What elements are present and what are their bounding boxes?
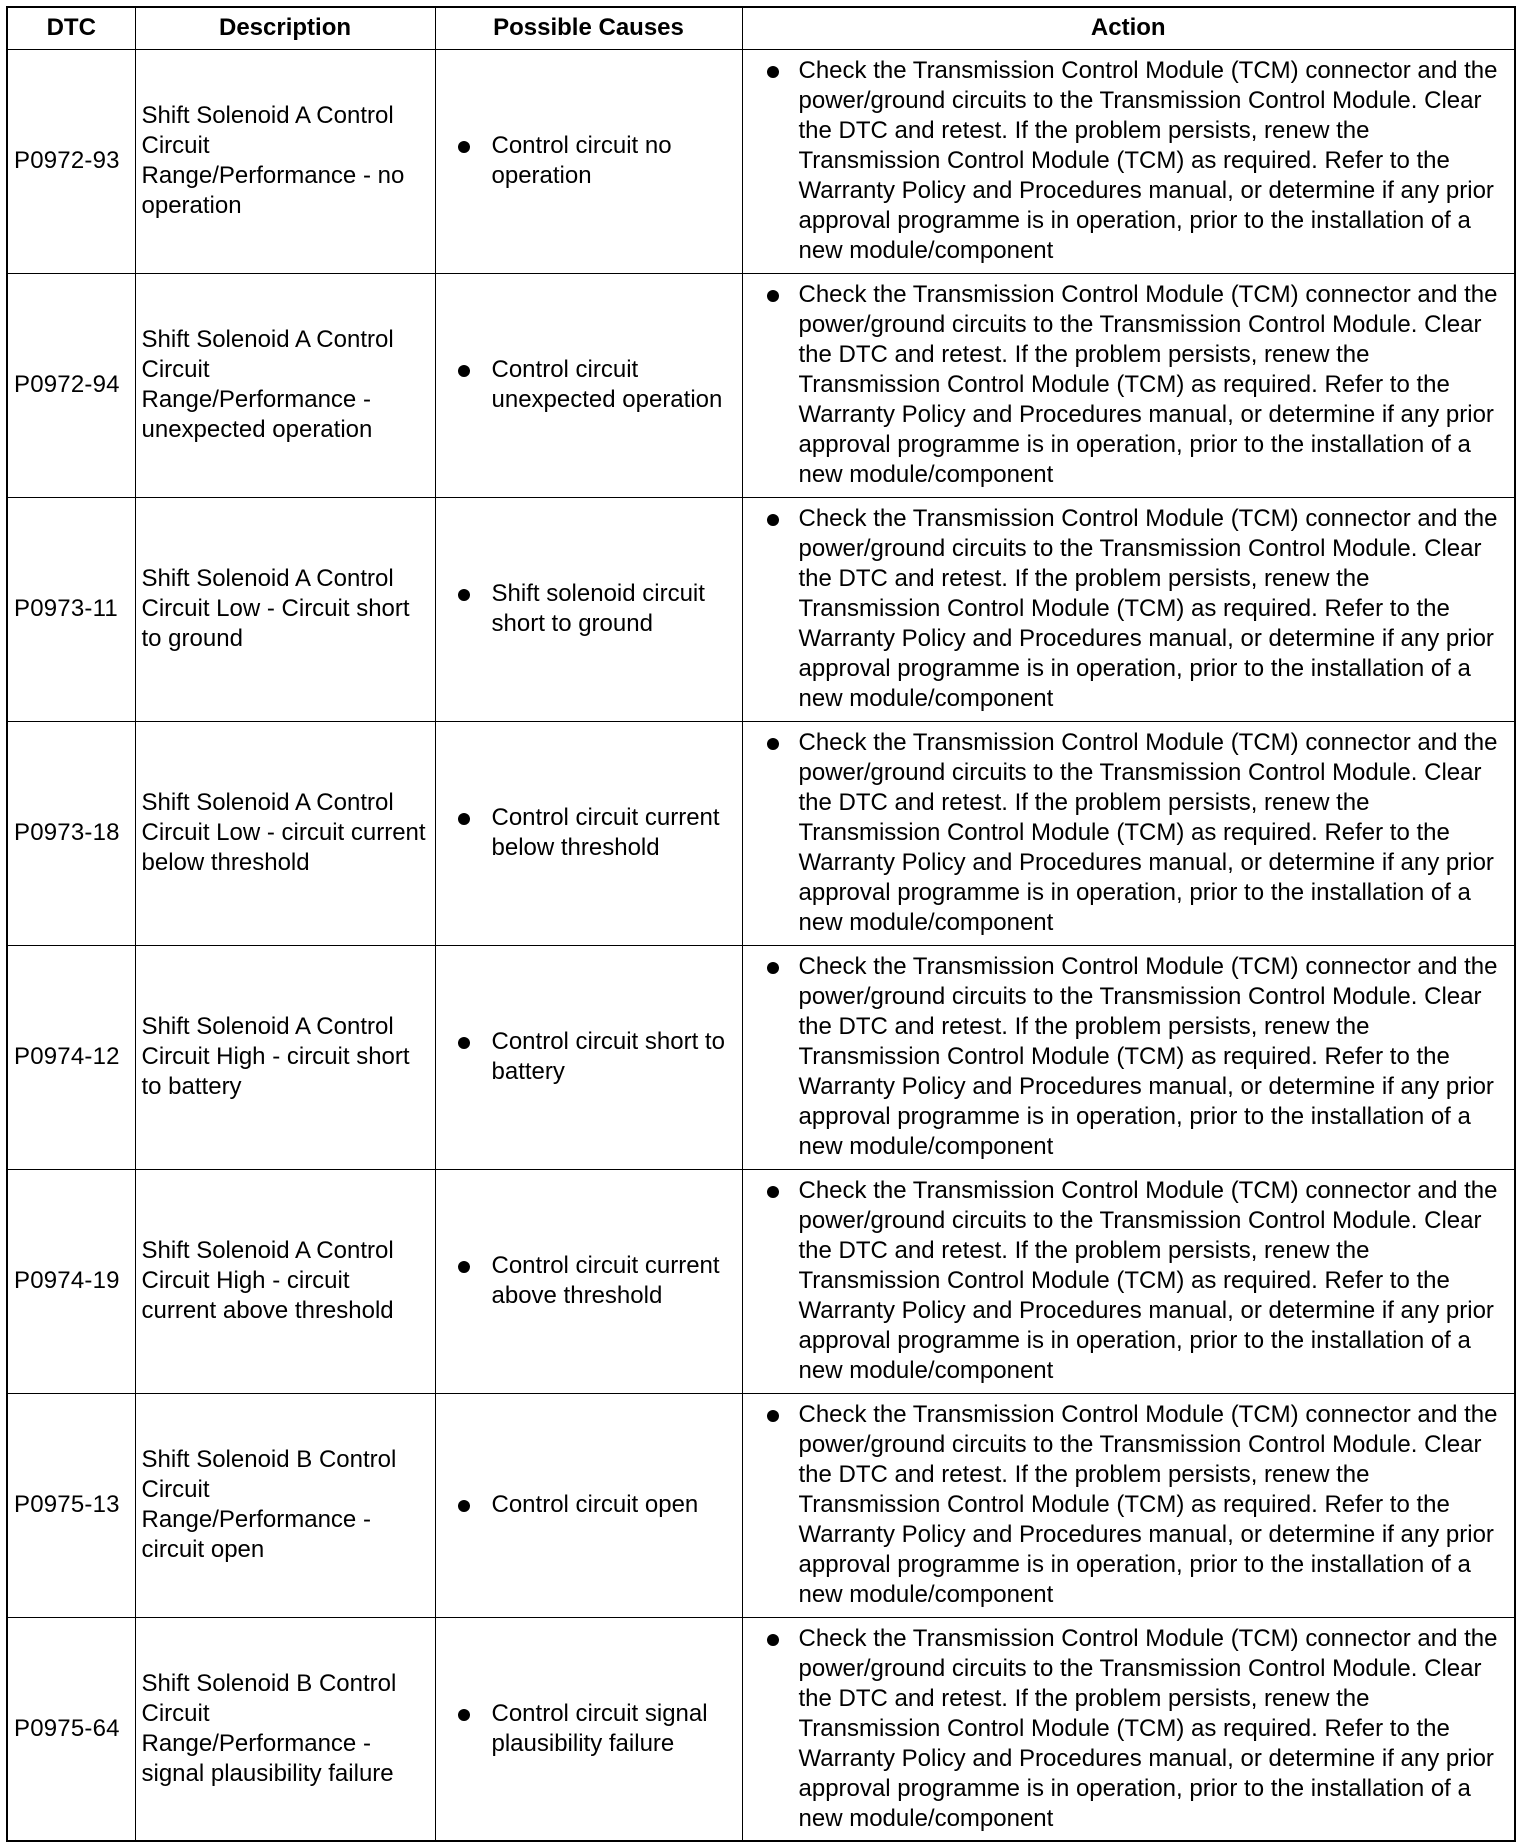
action-text: Check the Transmission Control Module (TCM) connector and the power/ground circuits to the Transmission Control Module. Clear the DTC and retest. If the problem persists, renew the Transmission Control Module (TCM) as required. Refer to the Warranty Policy and Procedures manual, or determine if any prior approval programme is in operation, prior to the installation of a new module/component (798, 1177, 1498, 1384)
header-description: Description (135, 7, 435, 49)
bullet-icon (458, 1037, 470, 1049)
action (742, 721, 1515, 945)
bullet-icon (767, 962, 779, 974)
dtc-code: P0972-94 (7, 273, 135, 497)
cause-text: Control circuit current above threshold (491, 1252, 720, 1309)
action-text: Check the Transmission Control Module (TCM) connector and the power/ground circuits to the Transmission Control Module. Clear the DTC and retest. If the problem persists, renew the Transmission Control Module (TCM) as required. Refer to the Warranty Policy and Procedures manual, or determine if any prior approval programme is in operation, prior to the installation of a new module/component (798, 57, 1498, 264)
bullet-icon (458, 1709, 470, 1721)
cause-text: Control circuit unexpected operation (491, 356, 723, 413)
bullet-icon (767, 1634, 779, 1646)
cause-text: Shift solenoid circuit short to ground (491, 580, 705, 637)
action-bullet-item (767, 56, 1507, 266)
possible-cause (435, 1393, 742, 1617)
dtc-code: P0974-12 (7, 945, 135, 1169)
table-row (7, 945, 1515, 1169)
dtc-description: Shift Solenoid A Control Circuit Range/Performance - unexpected operation (135, 273, 435, 497)
bullet-icon (767, 1186, 779, 1198)
dtc-description: Shift Solenoid A Control Circuit Range/Performance - no operation (135, 49, 435, 273)
action (742, 49, 1515, 273)
table-row (7, 273, 1515, 497)
action-bullet-item (767, 1176, 1507, 1386)
possible-cause (435, 1617, 742, 1841)
cause-bullet-item (458, 579, 734, 639)
action (742, 945, 1515, 1169)
header-dtc: DTC (7, 7, 135, 49)
table-header-row (7, 7, 1515, 49)
cause-text: Control circuit current below threshold (491, 804, 720, 861)
possible-cause (435, 1169, 742, 1393)
dtc-description: Shift Solenoid B Control Circuit Range/Performance - circuit open (135, 1393, 435, 1617)
action (742, 1617, 1515, 1841)
table-row (7, 1169, 1515, 1393)
action-text: Check the Transmission Control Module (TCM) connector and the power/ground circuits to the Transmission Control Module. Clear the DTC and retest. If the problem persists, renew the Transmission Control Module (TCM) as required. Refer to the Warranty Policy and Procedures manual, or determine if any prior approval programme is in operation, prior to the installation of a new module/component (798, 953, 1498, 1160)
cause-bullet-item (458, 1699, 734, 1759)
action-text: Check the Transmission Control Module (TCM) connector and the power/ground circuits to the Transmission Control Module. Clear the DTC and retest. If the problem persists, renew the Transmission Control Module (TCM) as required. Refer to the Warranty Policy and Procedures manual, or determine if any prior approval programme is in operation, prior to the installation of a new module/component (798, 281, 1498, 488)
possible-cause (435, 49, 742, 273)
cause-bullet-item (458, 131, 734, 191)
dtc-description: Shift Solenoid A Control Circuit Low - circuit current below threshold (135, 721, 435, 945)
cause-text: Control circuit open (491, 1491, 699, 1518)
bullet-icon (767, 738, 779, 750)
dtc-code: P0972-93 (7, 49, 135, 273)
action-bullet-item (767, 1400, 1507, 1610)
cause-bullet-item (458, 1490, 734, 1520)
possible-cause (435, 273, 742, 497)
bullet-icon (458, 1500, 470, 1512)
dtc-table (6, 6, 1516, 1842)
action (742, 1393, 1515, 1617)
header-possible-causes: Possible Causes (435, 7, 742, 49)
possible-cause (435, 945, 742, 1169)
bullet-icon (767, 66, 779, 78)
action-text: Check the Transmission Control Module (TCM) connector and the power/ground circuits to the Transmission Control Module. Clear the DTC and retest. If the problem persists, renew the Transmission Control Module (TCM) as required. Refer to the Warranty Policy and Procedures manual, or determine if any prior approval programme is in operation, prior to the installation of a new module/component (798, 505, 1498, 712)
dtc-description: Shift Solenoid A Control Circuit High - circuit short to battery (135, 945, 435, 1169)
dtc-description: Shift Solenoid A Control Circuit High - circuit current above threshold (135, 1169, 435, 1393)
bullet-icon (458, 813, 470, 825)
table-row (7, 721, 1515, 945)
bullet-icon (458, 1261, 470, 1273)
bullet-icon (767, 1410, 779, 1422)
dtc-code: P0975-13 (7, 1393, 135, 1617)
header-action: Action (742, 7, 1515, 49)
bullet-icon (458, 141, 470, 153)
dtc-code: P0975-64 (7, 1617, 135, 1841)
cause-bullet-item (458, 1027, 734, 1087)
action-bullet-item (767, 952, 1507, 1162)
dtc-code: P0974-19 (7, 1169, 135, 1393)
bullet-icon (458, 365, 470, 377)
dtc-code: P0973-18 (7, 721, 135, 945)
action-text: Check the Transmission Control Module (TCM) connector and the power/ground circuits to the Transmission Control Module. Clear the DTC and retest. If the problem persists, renew the Transmission Control Module (TCM) as required. Refer to the Warranty Policy and Procedures manual, or determine if any prior approval programme is in operation, prior to the installation of a new module/component (798, 1624, 1498, 1832)
cause-bullet-item (458, 1251, 734, 1311)
cause-bullet-item (458, 355, 734, 415)
action-text: Check the Transmission Control Module (TCM) connector and the power/ground circuits to the Transmission Control Module. Clear the DTC and retest. If the problem persists, renew the Transmission Control Module (TCM) as required. Refer to the Warranty Policy and Procedures manual, or determine if any prior approval programme is in operation, prior to the installation of a new module/component (798, 1401, 1498, 1608)
bullet-icon (458, 589, 470, 601)
action (742, 497, 1515, 721)
action-bullet-item (767, 280, 1507, 490)
table-row (7, 497, 1515, 721)
action-bullet-item (767, 504, 1507, 714)
action-bullet-item (767, 728, 1507, 938)
dtc-description: Shift Solenoid A Control Circuit Low - Circuit short to ground (135, 497, 435, 721)
table-row (7, 1617, 1515, 1841)
cause-text: Control circuit signal plausibility failure (491, 1699, 708, 1757)
bullet-icon (767, 514, 779, 526)
bullet-icon (767, 290, 779, 302)
cause-text: Control circuit short to battery (491, 1028, 725, 1085)
cause-bullet-item (458, 803, 734, 863)
action-text: Check the Transmission Control Module (TCM) connector and the power/ground circuits to the Transmission Control Module. Clear the DTC and retest. If the problem persists, renew the Transmission Control Module (TCM) as required. Refer to the Warranty Policy and Procedures manual, or determine if any prior approval programme is in operation, prior to the installation of a new module/component (798, 729, 1498, 936)
cause-text: Control circuit no operation (491, 132, 672, 189)
possible-cause (435, 721, 742, 945)
table-row (7, 1393, 1515, 1617)
dtc-description: Shift Solenoid B Control Circuit Range/Performance - signal plausibility failure (135, 1617, 435, 1841)
dtc-code: P0973-11 (7, 497, 135, 721)
action-bullet-item (767, 1624, 1507, 1834)
action (742, 1169, 1515, 1393)
action (742, 273, 1515, 497)
possible-cause (435, 497, 742, 721)
table-row (7, 49, 1515, 273)
